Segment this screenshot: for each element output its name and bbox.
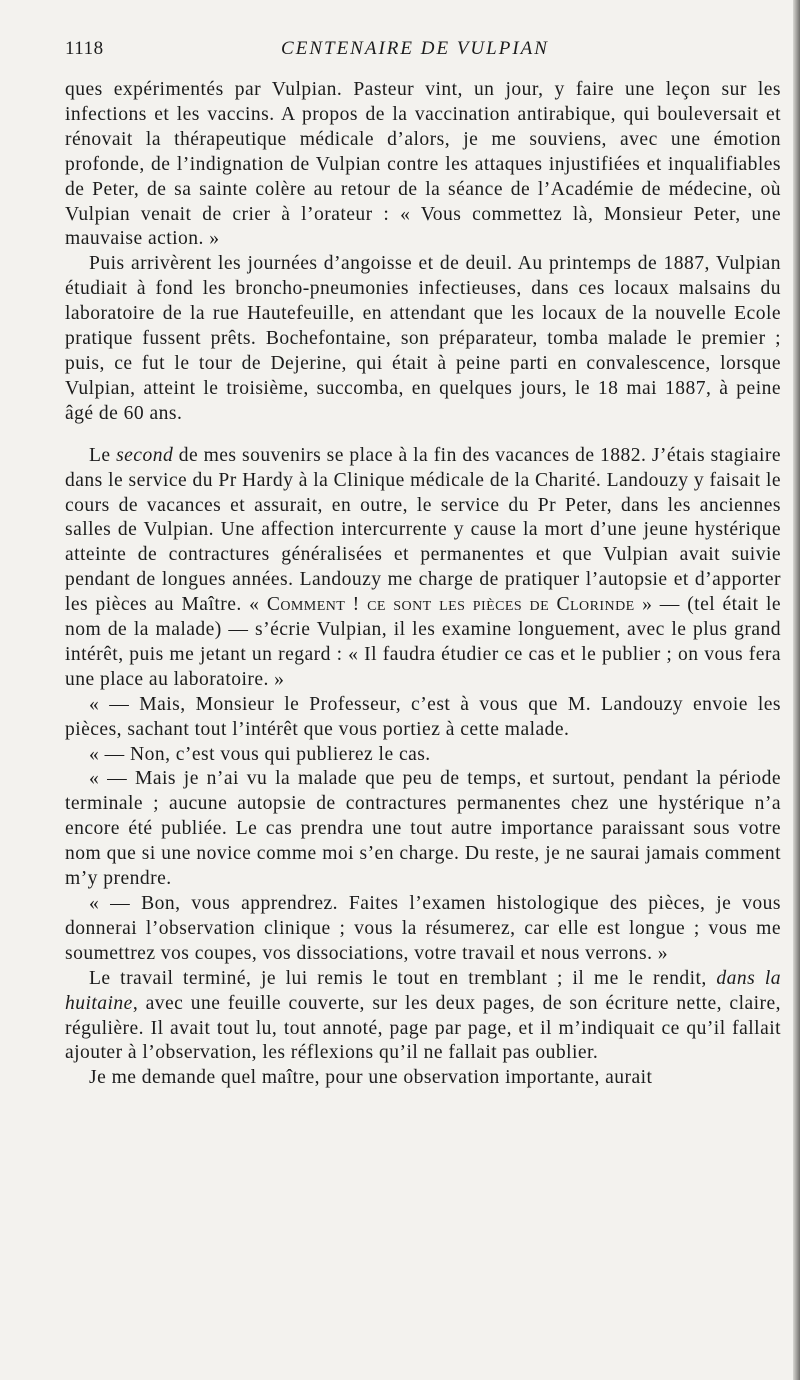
paragraph-4 xyxy=(65,693,781,743)
paragraph-6 xyxy=(65,767,781,892)
page-edge-shadow xyxy=(793,0,800,1380)
paragraph-4-text: « — Mais, Monsieur le Professeur, c’est à vous que M. Landouzy envoie les pièces, sachant tout l’intérêt que vous portiez à cette malade. xyxy=(65,693,781,740)
paragraph-2 xyxy=(65,252,781,426)
paragraph-6-text: « — Mais je n’ai vu la malade que peu de temps, et surtout, pendant la période terminale ; aucune autopsie de contractures permanentes chez une hystérique n’a encore été publiée. Le cas prendra une tout autre importance paraissant sous votre nom que si une novice comme moi s’en charge. Du reste, je ne saurai jamais comment m’y prendre. xyxy=(65,768,781,890)
paragraph-1 xyxy=(65,78,781,252)
paragraph-5-text: « — Non, c’est vous qui publierez le cas. xyxy=(89,743,431,765)
body-text xyxy=(65,78,781,1091)
paragraph-3-smallcaps: Comment ! ce sont les pièces de Clorinde xyxy=(266,594,635,616)
paragraph-8-text: , avec une feuille couverte, sur les deux pages, de son écriture nette, claire, régulière. Il avait tout lu, tout annoté, page par page, et il m’indiquait ce qu’il fallait ajouter à l’observation, les réflexions qu’il ne fallait pas oublier. xyxy=(65,992,781,1064)
paragraph-2-text: Puis arrivèrent les journées d’angoisse et de deuil. Au printemps de 1887, Vulpian étudiait à fond les broncho-pneumonies infectieuses, dans ces locaux malsains du laboratoire de la rue Hautefeuille, en attendant que les locaux de la nouvelle Ecole pratique fussent prêts. Bochefontaine, son préparateur, tomba malade le premier ; puis, ce fut le tour de Dejerine, qui était à peine parti en convalescence, lorsque Vulpian, atteint le troisième, succomba, en quelques jours, le 18 mai 1887, à peine âgé de 60 ans. xyxy=(65,253,781,424)
paragraph-9 xyxy=(65,1066,781,1091)
paragraph-3-text: de mes souvenirs se place à la fin des vacances de 1882. J’étais stagiaire dans le service du Pr Hardy à la Clinique médicale de la Charité. Landouzy y faisait le cours de vacances et assurait, en outre, le service du Pr Peter, dans les anciennes salles de Vulpian. Une affection intercurrente y cause la mort d’une jeune hystérique atteinte de contractures généralisées et permanentes et que Vulpian avait suivie pendant de longues années. Landouzy me charge de pratiquer l’autopsie et d’apporter les pièces au Maître. « xyxy=(65,444,781,616)
paragraph-3-lead: Le xyxy=(89,444,117,466)
paragraph-8-lead: Le travail terminé, je lui remis le tout en tremblant ; il me le rendit, xyxy=(89,967,717,989)
running-header xyxy=(65,38,765,68)
paragraph-3-tail: » — (tel était le nom de la malade) — s’écrie Vulpian, il les examine longuement, avec le plus grand intérêt, puis me jetant un regard : « Il faudra étudier ce cas et le publier ; on vous fera une place au laboratoire. » xyxy=(65,594,781,690)
paragraph-9-text: Je me demande quel maître, pour une observation importante, aurait xyxy=(89,1067,653,1089)
page-number: 1118 xyxy=(65,38,104,59)
paragraph-7-text: « — Bon, vous apprendrez. Faites l’examen histologique des pièces, je vous donnerai l’observation clinique ; vous la résumerez, car elle est longue ; vous me soumettrez vos coupes, vos dissociations, votre travail et nous verrons. » xyxy=(65,893,781,964)
running-title: CENTENAIRE DE VULPIAN xyxy=(281,38,549,59)
paragraph-3-emphasis: second xyxy=(116,444,174,466)
paragraph-8 xyxy=(65,967,781,1067)
paragraph-5 xyxy=(65,743,781,768)
paragraph-7 xyxy=(65,892,781,967)
paragraph-3 xyxy=(65,444,781,693)
paragraph-1-text: ques expérimentés par Vulpian. Pasteur vint, un jour, y faire une leçon sur les infections et les vaccins. A propos de la vaccination antirabique, qui bouleversait et rénovait la thérapeutique médicale d’alors, je me souviens, avec une émotion profonde, de l’indignation de Vulpian contre les attaques injustifiées et inqualifiables de Peter, de sa sainte colère au retour de la séance de l’Académie de médecine, où Vulpian venait de crier à l’orateur : « Vous commettez là, Monsieur Peter, une mauvaise action. » xyxy=(65,79,781,250)
paragraph-8-emphasis: dans la huitaine xyxy=(65,967,781,1014)
